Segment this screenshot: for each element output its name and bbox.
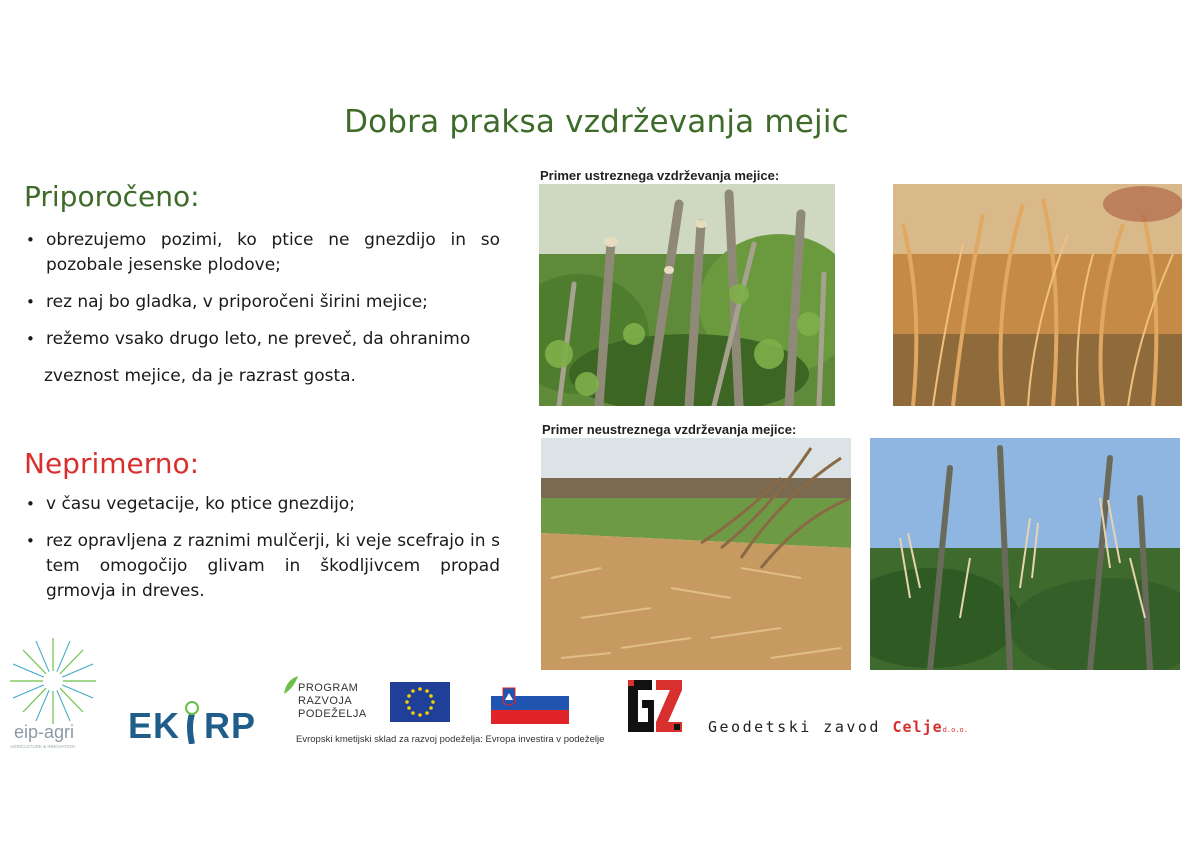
bad-photo-caption: Primer neustreznega vzdrževanja mejice: xyxy=(542,422,797,437)
prp-line: PROGRAM xyxy=(298,682,359,694)
ekrp-logo xyxy=(128,700,256,747)
gz-prefix: Geodetski zavod xyxy=(708,718,893,736)
ekrp-left: EK xyxy=(128,705,181,746)
list-item: • režemo vsako drugo leto, ne preveč, da ohranimo xyxy=(24,327,500,352)
recommended-heading: Priporočeno: xyxy=(24,180,200,213)
eu-flag-icon xyxy=(390,682,450,726)
photo-good-pruning-1 xyxy=(539,184,835,406)
list-item: • rez opravljena z raznimi mulčerji, ki veje scefrajo in s tem omogočijo glivam in škodljivcem propad grmovja in dreves. xyxy=(24,529,500,604)
list-item: • v času vegetacije, ko ptice gnezdijo; xyxy=(24,492,500,517)
prp-logo-text xyxy=(298,682,367,721)
gz-wordmark xyxy=(708,718,968,736)
prp-line: RAZVOJA xyxy=(298,695,353,707)
recommended-list xyxy=(24,228,500,364)
eip-agri-wordmark: eip-agri xyxy=(14,722,75,742)
prp-line: PODEŽELJA xyxy=(298,708,367,720)
unsuitable-heading: Neprimerno: xyxy=(24,447,200,480)
eip-agri-logo xyxy=(8,636,98,730)
gz-suffix: d.o.o. xyxy=(942,726,968,734)
page-title: Dobra praksa vzdrževanja mejic xyxy=(344,104,849,140)
unsuitable-list xyxy=(24,492,500,616)
gz-name: Celje xyxy=(892,718,943,736)
recommended-continuation: zveznost mejice, da je razrast gosta. xyxy=(44,366,356,386)
slovenia-flag-icon xyxy=(491,682,569,728)
photo-good-pruning-2 xyxy=(893,184,1182,406)
ekrp-right: RP xyxy=(204,705,257,746)
gz-logo-icon xyxy=(626,678,684,738)
ekrp-flower-icon xyxy=(180,700,204,747)
eip-agri-tagline: AGRICULTURE & INNOVATION xyxy=(10,744,75,749)
list-item: • obrezujemo pozimi, ko ptice ne gnezdijo in so pozobale jesenske plodove; xyxy=(24,228,500,278)
logo-bar xyxy=(0,630,1193,770)
prp-tagline: Evropski kmetijski sklad za razvoj podeželja: Evropa investira v podeželje xyxy=(296,734,605,745)
list-item: • rez naj bo gladka, v priporočeni širini mejice; xyxy=(24,290,500,315)
good-photo-caption: Primer ustreznega vzdrževanja mejice: xyxy=(540,168,780,183)
